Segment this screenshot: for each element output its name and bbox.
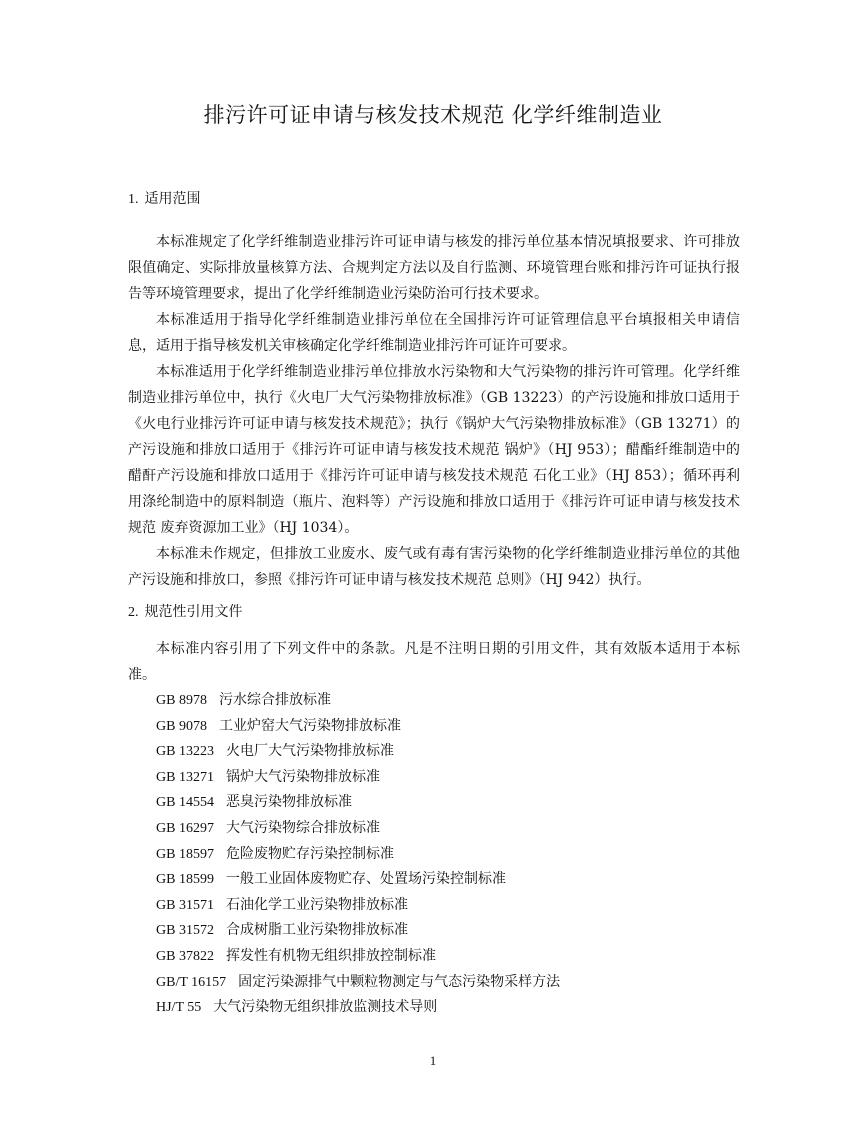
section-1-title: 适用范围 [144,191,201,207]
reference-code: HJ/T 55 [156,1000,202,1016]
section-2-number: 2. [128,605,139,620]
reference-code: GB 13223 [156,744,214,760]
reference-name: 挥发性有机物无组织排放控制标准 [225,947,436,964]
reference-code: GB 18599 [156,872,214,888]
section-1-paragraph: 本标准未作规定，但排放工业废水、废气或有毒有害污染物的化学纤维制造业排污单位的其他产污设施和排放口，参照《排污许可证申请与核发技术规范 总则》（HJ 942）执行。 [128,546,740,588]
reference-code: GB/T 16157 [156,974,227,990]
section-1-number: 1. [128,192,139,207]
section-1-paragraph: 本标准规定了化学纤维制造业排污许可证申请与核发的排污单位基本情况填报要求、许可排放限值确定、实际排放量核算方法、合规判定方法以及自行监测、环境管理台账和排污许可证执行报告等环境管理要求，提出了化学纤维制造业污染防治可行技术要求。 [128,234,740,302]
reference-name: 固定污染源排气中颗粒物测定与气态污染物采样方法 [238,973,561,990]
section-2-title: 规范性引用文件 [144,604,243,620]
reference-list [156,688,560,1021]
reference-item [156,944,560,970]
reference-code: GB 14554 [156,795,214,811]
section-1-heading [128,188,201,208]
reference-name: 大气污染物综合排放标准 [225,819,380,836]
reference-code: GB 13271 [156,769,214,785]
document-title: 排污许可证申请与核发技术规范 化学纤维制造业 [203,103,663,127]
reference-code: GB 16297 [156,820,214,836]
reference-name: 一般工业固体废物贮存、处置场污染控制标准 [225,871,506,888]
reference-name: 恶臭污染物排放标准 [225,794,352,811]
reference-name: 危险废物贮存污染控制标准 [225,845,394,862]
reference-item [156,714,560,740]
section-1-paragraph: 本标准适用于化学纤维制造业排污单位排放水污染物和大气污染物的排污许可管理。化学纤维制造业排污单位中，执行《火电厂大气污染物排放标准》（GB 13223）的产污设施和排放口适用于《火电行业排污许可证申请与核发技术规范》；执行《锅炉大气污染物排放标准》（GB 13271）的产污设施和排放口适用于《排污许可证申请与核发技术规范 锅炉》（HJ 953）；醋酯纤维制造中的醋酐产污设施和排放口适用于《排污许可证申请与核发技术规范 石化工业》（HJ 853）；循环再利用涤纶制造中的原料制造（瓶片、泡料等）产污设施和排放口适用于《排污许可证申请与核发技术规范 废弃资源加工业》（HJ 1034）。 [128,364,740,536]
reference-item [156,816,560,842]
reference-name: 火电厂大气污染物排放标准 [225,743,394,760]
reference-item [156,842,560,868]
reference-name: 合成树脂工业污染物排放标准 [225,922,408,939]
reference-code: GB 31571 [156,897,214,913]
reference-item [156,893,560,919]
reference-name: 石油化学工业污染物排放标准 [225,896,408,913]
reference-item [156,739,560,765]
reference-code: GB 8978 [156,693,207,708]
section-1-paragraph: 本标准适用于指导化学纤维制造业排污单位在全国排污许可证管理信息平台填报相关申请信息，适用于指导核发机关审核确定化学纤维制造业排污许可证许可要求。 [128,312,740,354]
reference-item [156,688,560,714]
reference-item [156,765,560,791]
reference-code: GB 9078 [156,718,207,734]
section-2-heading [128,601,243,621]
reference-item [156,995,560,1021]
reference-code: GB 18597 [156,846,214,862]
page-number: 1 [429,1053,437,1068]
reference-name: 污水综合排放标准 [218,692,331,708]
reference-item [156,867,560,893]
reference-name: 锅炉大气污染物排放标准 [225,768,380,785]
reference-code: GB 31572 [156,923,214,939]
reference-name: 工业炉窑大气污染物排放标准 [218,717,401,734]
reference-item [156,918,560,944]
reference-name: 大气污染物无组织排放监测技术导则 [213,999,438,1016]
reference-item [156,970,560,996]
reference-item [156,790,560,816]
section-2-intro: 本标准内容引用了下列文件中的条款。凡是不注明日期的引用文件，其有效版本适用于本标准。 [128,641,740,683]
reference-code: GB 37822 [156,948,214,964]
